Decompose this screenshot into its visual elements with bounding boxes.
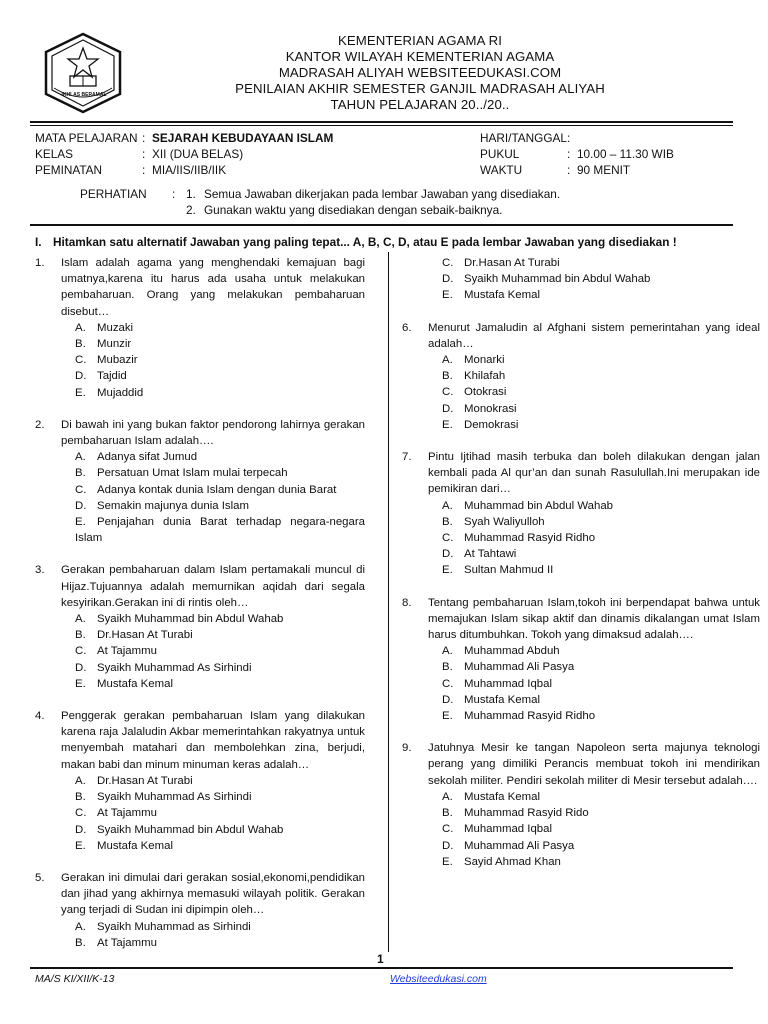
option-letter: E.	[442, 564, 453, 577]
question-number: 3.	[35, 564, 45, 577]
answer-option	[442, 708, 760, 724]
answer-option	[75, 320, 365, 336]
option-text: Muhammad Iqbal	[464, 677, 553, 690]
answer-option	[75, 935, 365, 951]
section-number: I.	[35, 235, 42, 249]
option-text: Syaikh Muhammad as Sirhindi	[97, 920, 251, 933]
option-letter: C.	[442, 823, 454, 836]
question-number: 8.	[402, 596, 412, 609]
question-number: 5.	[35, 871, 45, 884]
section-divider	[30, 224, 733, 226]
answer-option	[442, 821, 760, 837]
page-number: 1	[377, 952, 384, 966]
answer-option	[75, 676, 365, 692]
option-letter: A.	[75, 321, 86, 334]
label-hari: HARI/TANGGAL	[480, 131, 567, 145]
option-text: Syaikh Muhammad bin Abdul Wahab	[97, 823, 284, 836]
option-letter: D.	[75, 370, 87, 383]
question-text: Gerakan ini dimulai dari gerakan sosial,ekonomi,pendidikan dan jihad yang akhirnya memasuki wilayah politik. Gerakan yang terjadi di Sudan ini dipimpin oleh…	[61, 871, 365, 917]
option-letter: B.	[442, 807, 453, 820]
option-text: Sayid Ahmad Khan	[464, 855, 561, 868]
option-letter: B.	[75, 936, 86, 949]
question-item	[35, 562, 365, 692]
option-letter: C.	[75, 645, 87, 658]
header-exam-title: PENILAIAN AKHIR SEMESTER GANJIL MADRASAH ALIYAH	[235, 81, 605, 96]
option-letter: D.	[75, 661, 87, 674]
answer-option	[442, 562, 760, 578]
option-text: Monarki	[464, 354, 505, 367]
option-letter: E.	[442, 418, 453, 431]
perhatian-item: Gunakan waktu yang disediakan dengan sebaik-baiknya.	[204, 203, 503, 217]
option-text: Persatuan Umat Islam mulai terpecah	[97, 467, 288, 480]
colon: :	[172, 187, 176, 201]
option-text: At Tajammu	[97, 645, 157, 658]
option-text: Mustafa Kemal	[97, 677, 173, 690]
value-pukul: 10.00 – 11.30 WIB	[577, 147, 674, 161]
option-letter: B.	[442, 370, 453, 383]
question-text: Pintu Ijtihad masih terbuka dan boleh dilakukan dengan jalan kembali pada Al qur’an dan sunah Rasulullah.Ini merupakan ide pemikiran dari…	[428, 451, 760, 496]
logo-motto: IKHLAS BERAMAL	[61, 92, 107, 98]
option-text: Syah Waliyulloh	[464, 515, 545, 528]
document-code: MA/S KI/XII/K-13	[35, 973, 115, 985]
question-5-continued	[402, 255, 760, 304]
colon: :	[567, 131, 571, 145]
option-text: Dr.Hasan At Turabi	[464, 257, 560, 269]
header-divider-thin	[30, 125, 733, 126]
answer-option	[442, 384, 760, 400]
answer-option	[75, 465, 365, 481]
question-number: 4.	[35, 710, 45, 723]
question-text: Tentang pembaharuan Islam,tokoh ini berpendapat bahwa untuk memajukan Islam sikap aktif dan dinamis dikalangan umat Islam harus ditumbuhkan. Tokoh yang dimaksud adalah….	[428, 596, 760, 642]
answer-option	[75, 368, 365, 384]
question-item	[35, 417, 365, 547]
value-peminatan: MIA/IIS/IIB/IIK	[152, 163, 227, 177]
option-letter: C.	[442, 677, 454, 690]
answer-option	[442, 546, 760, 562]
questions-left-column	[35, 255, 365, 967]
column-divider	[388, 252, 389, 952]
answer-option	[442, 530, 760, 546]
colon: :	[567, 147, 571, 161]
answer-option	[75, 822, 365, 838]
option-letter: C.	[442, 532, 454, 545]
option-letter: A.	[75, 451, 86, 464]
answer-option	[75, 385, 365, 401]
option-text: Demokrasi	[464, 418, 519, 431]
question-item	[402, 449, 760, 579]
option-letter: C.	[442, 386, 454, 399]
value-waktu: 90 MENIT	[577, 163, 631, 177]
answer-option	[442, 838, 760, 854]
value-kelas: XII (DUA BELAS)	[152, 147, 244, 161]
question-item	[35, 870, 365, 951]
header-line-2: KANTOR WILAYAH KEMENTERIAN AGAMA	[285, 49, 555, 64]
question-item	[35, 255, 365, 401]
answer-option	[75, 352, 365, 368]
question-number: 6.	[402, 321, 412, 334]
option-text: Muhammad Iqbal	[464, 823, 553, 836]
option-letter: B.	[75, 338, 86, 351]
option-letter: E.	[442, 289, 453, 302]
option-letter: B.	[75, 467, 86, 480]
header-line-1: KEMENTERIAN AGAMA RI	[338, 33, 502, 48]
question-item	[402, 320, 760, 433]
option-text: Syaikh Muhammad bin Abdul Wahab	[97, 613, 284, 626]
answer-option	[75, 660, 365, 676]
option-text: At Tahtawi	[464, 548, 517, 561]
option-text: Adanya sifat Jumud	[97, 451, 198, 464]
question-number: 1.	[35, 257, 45, 269]
answer-option	[442, 255, 760, 271]
question-number: 9.	[402, 742, 412, 755]
option-text: Otokrasi	[464, 386, 507, 399]
option-text: Dr.Hasan At Turabi	[97, 629, 193, 642]
option-text: Muhammad Ali Pasya	[464, 661, 575, 674]
option-letter: A.	[75, 920, 86, 933]
question-number: 7.	[402, 451, 412, 464]
question-text: Menurut Jamaludin al Afghani sistem pemerintahan yang ideal adalah…	[428, 321, 760, 350]
question-text: Penggerak gerakan pembaharuan Islam yang dilakukan karena raja Jalaludin Akbar memerintahkan rakyatnya untuk menyembah matahari dan membolehkan zina, berjudi, makan babi dan minum minuman keras adalah…	[61, 710, 365, 771]
answer-option	[75, 514, 365, 546]
section-instruction: Hitamkan satu alternatif Jawaban yang paling tepat... A, B, C, D, atau E pada lembar Jawaban yang disediakan !	[53, 235, 677, 249]
option-text: Muhammad bin Abdul Wahab	[464, 499, 614, 512]
option-text: Mubazir	[97, 354, 138, 367]
answer-option	[75, 627, 365, 643]
option-text: Munzir	[97, 338, 132, 351]
colon: :	[142, 163, 146, 177]
question-text: Jatuhnya Mesir ke tangan Napoleon serta majunya teknologi perang yang dimiliki Perancis membuat tokoh ini mendirikan sekolah militer. Pendiri sekolah militer di Mesir tersebut adalah….	[428, 742, 760, 787]
label-peminatan: PEMINATAN	[35, 163, 103, 177]
option-text: Syaikh Muhammad As Sirhindi	[97, 661, 252, 674]
question-item	[402, 595, 760, 725]
option-letter: A.	[75, 613, 86, 626]
answer-option	[75, 449, 365, 465]
option-text: Mustafa Kemal	[464, 289, 540, 302]
option-text: Monokrasi	[464, 402, 517, 415]
option-letter: C.	[75, 354, 87, 367]
questions-right-column	[402, 255, 760, 886]
header-year: TAHUN PELAJARAN 20../20..	[330, 97, 510, 112]
answer-option	[442, 692, 760, 708]
option-text: Syaikh Muhammad bin Abdul Wahab	[464, 273, 651, 286]
answer-option	[442, 352, 760, 368]
option-letter: E.	[442, 855, 453, 868]
option-letter: B.	[75, 629, 86, 642]
option-letter: A.	[442, 645, 453, 658]
answer-option	[442, 401, 760, 417]
option-letter: D.	[75, 499, 87, 512]
option-text: Muhammad Rasyid Rido	[464, 807, 589, 820]
option-text: Dr.Hasan At Turabi	[97, 774, 193, 787]
option-text: At Tajammu	[97, 936, 157, 949]
option-letter: B.	[442, 515, 453, 528]
perhatian-item: Semua Jawaban dikerjakan pada lembar Jawaban yang disediakan.	[204, 187, 561, 201]
option-text: Semakin majunya dunia Islam	[97, 499, 249, 512]
option-text: Penjajahan dunia Barat terhadap negara-negara Islam	[75, 516, 365, 545]
option-text: Mujaddid	[97, 386, 144, 399]
answer-option	[75, 919, 365, 935]
question-item	[35, 708, 365, 854]
answer-option	[75, 336, 365, 352]
option-text: At Tajammu	[97, 807, 157, 820]
answer-option	[442, 676, 760, 692]
answer-option	[442, 805, 760, 821]
option-text: Muhammad Ali Pasya	[464, 839, 575, 852]
answer-option	[442, 271, 760, 287]
value-mapel: SEJARAH KEBUDAYAAN ISLAM	[152, 131, 334, 145]
option-letter: D.	[442, 839, 454, 852]
option-letter: B.	[75, 791, 86, 804]
option-text: Adanya kontak dunia Islam dengan dunia Barat	[97, 483, 337, 496]
option-letter: E.	[442, 710, 453, 723]
option-letter: C.	[442, 257, 454, 269]
option-letter: A.	[442, 499, 453, 512]
footer-divider	[30, 967, 733, 969]
label-pukul: PUKUL	[480, 147, 520, 161]
answer-option	[75, 773, 365, 789]
answer-option	[75, 789, 365, 805]
label-waktu: WAKTU	[480, 163, 523, 177]
answer-option	[442, 368, 760, 384]
answer-option	[442, 498, 760, 514]
question-text: Islam adalah agama yang menghendaki kemajuan bagi umatnya,karena itu harus ada usaha untuk melakukan pembaharuan. Orang yang melakukan pembaharuan disebut…	[61, 257, 365, 318]
option-text: Mustafa Kemal	[464, 790, 540, 803]
website-link[interactable]: Websiteedukasi.com	[390, 973, 487, 985]
option-text: Mustafa Kemal	[97, 839, 173, 852]
answer-option	[75, 838, 365, 854]
option-letter: E.	[75, 677, 86, 690]
header-school-name: MADRASAH ALIYAH WEBSITEEDUKASI.COM	[278, 65, 562, 80]
answer-option	[442, 854, 760, 870]
answer-option	[75, 805, 365, 821]
option-letter: E.	[75, 386, 86, 399]
option-text: Syaikh Muhammad As Sirhindi	[97, 791, 252, 804]
option-text: Muzaki	[97, 321, 134, 334]
label-kelas: KELAS	[35, 147, 74, 161]
option-text: Muhammad Rasyid Ridho	[464, 710, 596, 723]
option-text: Muhammad Rasyid Ridho	[464, 532, 596, 545]
answer-option	[442, 643, 760, 659]
answer-option	[442, 417, 760, 433]
colon: :	[142, 131, 146, 145]
option-text: Sultan Mahmud II	[464, 564, 554, 577]
perhatian-item-num: 2.	[186, 203, 196, 217]
option-letter: B.	[442, 661, 453, 674]
answer-option	[75, 643, 365, 659]
answer-option	[442, 287, 760, 303]
option-text: Mustafa Kemal	[464, 693, 540, 706]
option-letter: E.	[75, 839, 86, 852]
option-letter: C.	[75, 483, 87, 496]
question-item	[402, 740, 760, 870]
option-letter: C.	[75, 807, 87, 820]
answer-option	[75, 611, 365, 627]
option-letter: D.	[442, 548, 454, 561]
answer-option	[442, 789, 760, 805]
label-mapel: MATA PELAJARAN	[35, 131, 138, 145]
answer-option	[75, 498, 365, 514]
option-text: Tajdid	[97, 370, 127, 383]
perhatian-label: PERHATIAN	[80, 187, 147, 201]
option-letter: D.	[442, 273, 454, 286]
question-text: Gerakan pembaharuan dalam Islam pertamakali muncul di Hijaz.Tujuannya adalah memurnikan aqidah dari segala kesyirikan.Gerakan ini di rintis oleh…	[61, 564, 365, 609]
option-letter: D.	[442, 693, 454, 706]
header-divider	[30, 121, 733, 123]
ministry-logo	[40, 30, 126, 116]
question-text: Di bawah ini yang bukan faktor pendorong lahirnya gerakan pembaharuan Islam adalah….	[61, 418, 365, 448]
answer-option	[442, 659, 760, 675]
colon: :	[567, 163, 571, 177]
question-number: 2.	[35, 418, 45, 431]
option-letter: E.	[75, 516, 86, 529]
option-letter: A.	[442, 790, 453, 803]
option-letter: A.	[75, 774, 86, 787]
answer-option	[75, 482, 365, 498]
perhatian-item-num: 1.	[186, 187, 196, 201]
option-text: Khilafah	[464, 370, 506, 383]
option-letter: A.	[442, 354, 453, 367]
option-letter: D.	[75, 823, 87, 836]
option-letter: D.	[442, 402, 454, 415]
colon: :	[142, 147, 146, 161]
answer-option	[442, 514, 760, 530]
option-text: Muhammad Abduh	[464, 645, 560, 658]
